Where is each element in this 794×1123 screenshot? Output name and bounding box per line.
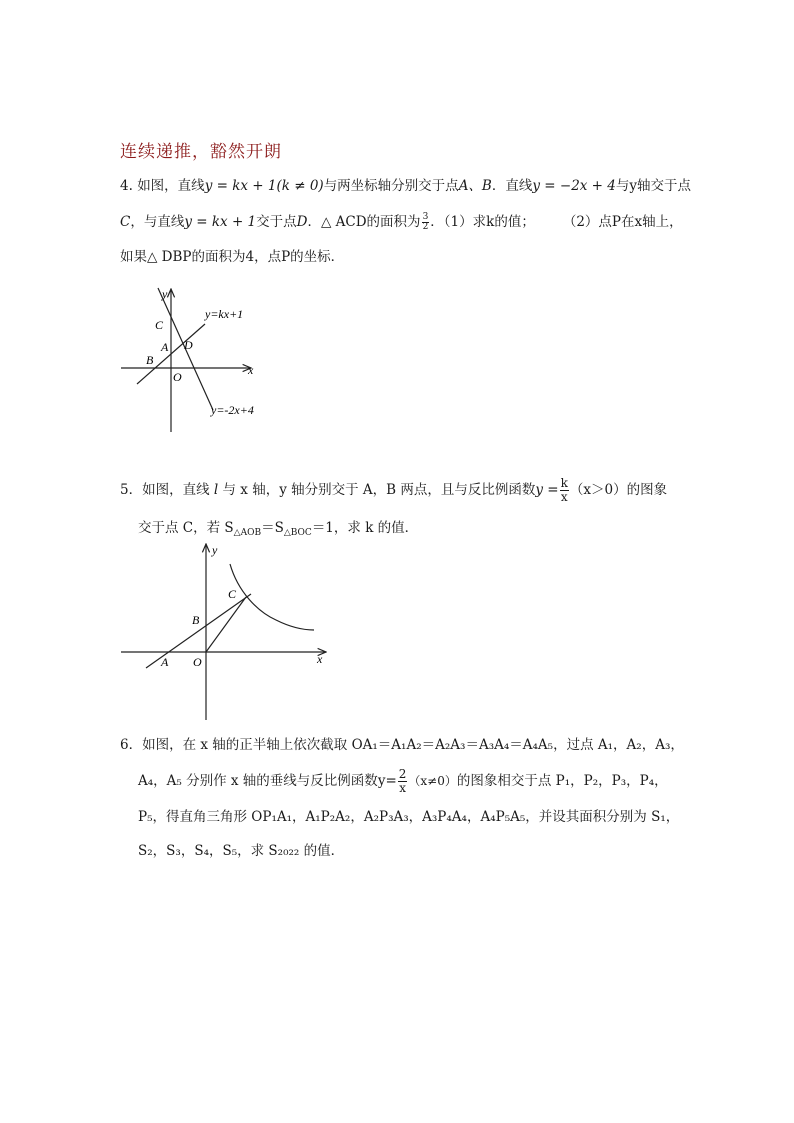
q4-label-O: O bbox=[173, 370, 182, 384]
q5-func-fraction: $\frac{k}{x}$ bbox=[560, 476, 568, 504]
q4-label-y: y bbox=[162, 287, 168, 301]
q5-label-C: C bbox=[228, 587, 237, 601]
q6-line-1: 6．如图，在 x 轴的正半轴上依次截取 OA₁＝A₁A₂＝A₂A₃＝A₃A₄＝A₄A₅，过点 A₁，A₂，A₃， bbox=[120, 737, 684, 753]
q4-label-line2: y=-2x+4 bbox=[211, 403, 254, 417]
q5-line-1: 5．如图，直线 l 与 x 轴，y 轴分别交于 A，B 两点，且与反比例函数y = $\frac{k}{x}$ （x＞0）的图象 bbox=[120, 476, 668, 504]
q4-line-3: 如果△ DBP的面积为4，点P的坐标． bbox=[120, 249, 345, 265]
q5-label-O: O bbox=[193, 655, 202, 669]
q4-number: 4. bbox=[120, 178, 133, 194]
section-heading: 连续递推，豁然开朗 bbox=[120, 142, 282, 162]
q5-number: 5． bbox=[120, 482, 143, 498]
q5-label-A: A bbox=[161, 655, 169, 669]
q6-number: 6． bbox=[120, 737, 143, 753]
q4-area-fraction: $\frac{3}{2}$ bbox=[422, 212, 429, 232]
q5-label-x: x bbox=[317, 652, 323, 666]
q4-eq-line2: y = −2x + 4 bbox=[532, 178, 616, 194]
q4-label-B: B bbox=[146, 353, 154, 367]
q5-segment-OC bbox=[206, 597, 246, 652]
q6-line-2: A₄，A₅ 分别作 x 轴的垂线与反比例函数y= $\frac{2}{x}$ （x≠0）的图象相交于点 P₁，P₂，P₃，P₄， bbox=[138, 767, 668, 795]
q5-line-2: 交于点 C，若 $S_{\triangle AOB}=S_{\triangle BOC}=1$，求 k 的值． bbox=[138, 520, 419, 538]
q5-figure bbox=[118, 540, 333, 722]
q4-label-C: C bbox=[155, 318, 164, 332]
q4-line-1: 4. 如图，直线y = kx + 1(k ≠ 0)与两坐标轴分别交于点A、B．直线y = −2x + 4与y轴交于点 bbox=[120, 178, 692, 194]
q4-eq-line1: y = kx + 1(k ≠ 0) bbox=[204, 178, 324, 194]
q4-line-2: C，与直线y = kx + 1交于点D．△ ACD的面积为 $\frac{3}{2}$ ．（1）求k的值； （2）点P在x轴上， bbox=[120, 212, 683, 232]
q4-label-line1: y=kx+1 bbox=[205, 307, 244, 321]
q4-label-D: D bbox=[184, 338, 193, 352]
q4-figure bbox=[115, 284, 275, 436]
q6-line-3: P₅，得直角三角形 OP₁A₁，A₁P₂A₂，A₂P₃A₃，A₃P₄A₄，A₄P₅A₅，并设其面积分别为 S₁， bbox=[138, 809, 680, 825]
q6-line-4: S₂，S₃，S₄，S₅，求 S₂₀₂₂ 的值． bbox=[138, 843, 345, 859]
q5-label-y: y bbox=[212, 543, 218, 557]
q5-hyperbola bbox=[230, 564, 314, 630]
q4-label-A: A bbox=[161, 340, 169, 354]
q5-label-B: B bbox=[192, 613, 200, 627]
q4-label-x: x bbox=[248, 363, 254, 377]
q6-func-fraction: $\frac{2}{x}$ bbox=[398, 767, 407, 795]
